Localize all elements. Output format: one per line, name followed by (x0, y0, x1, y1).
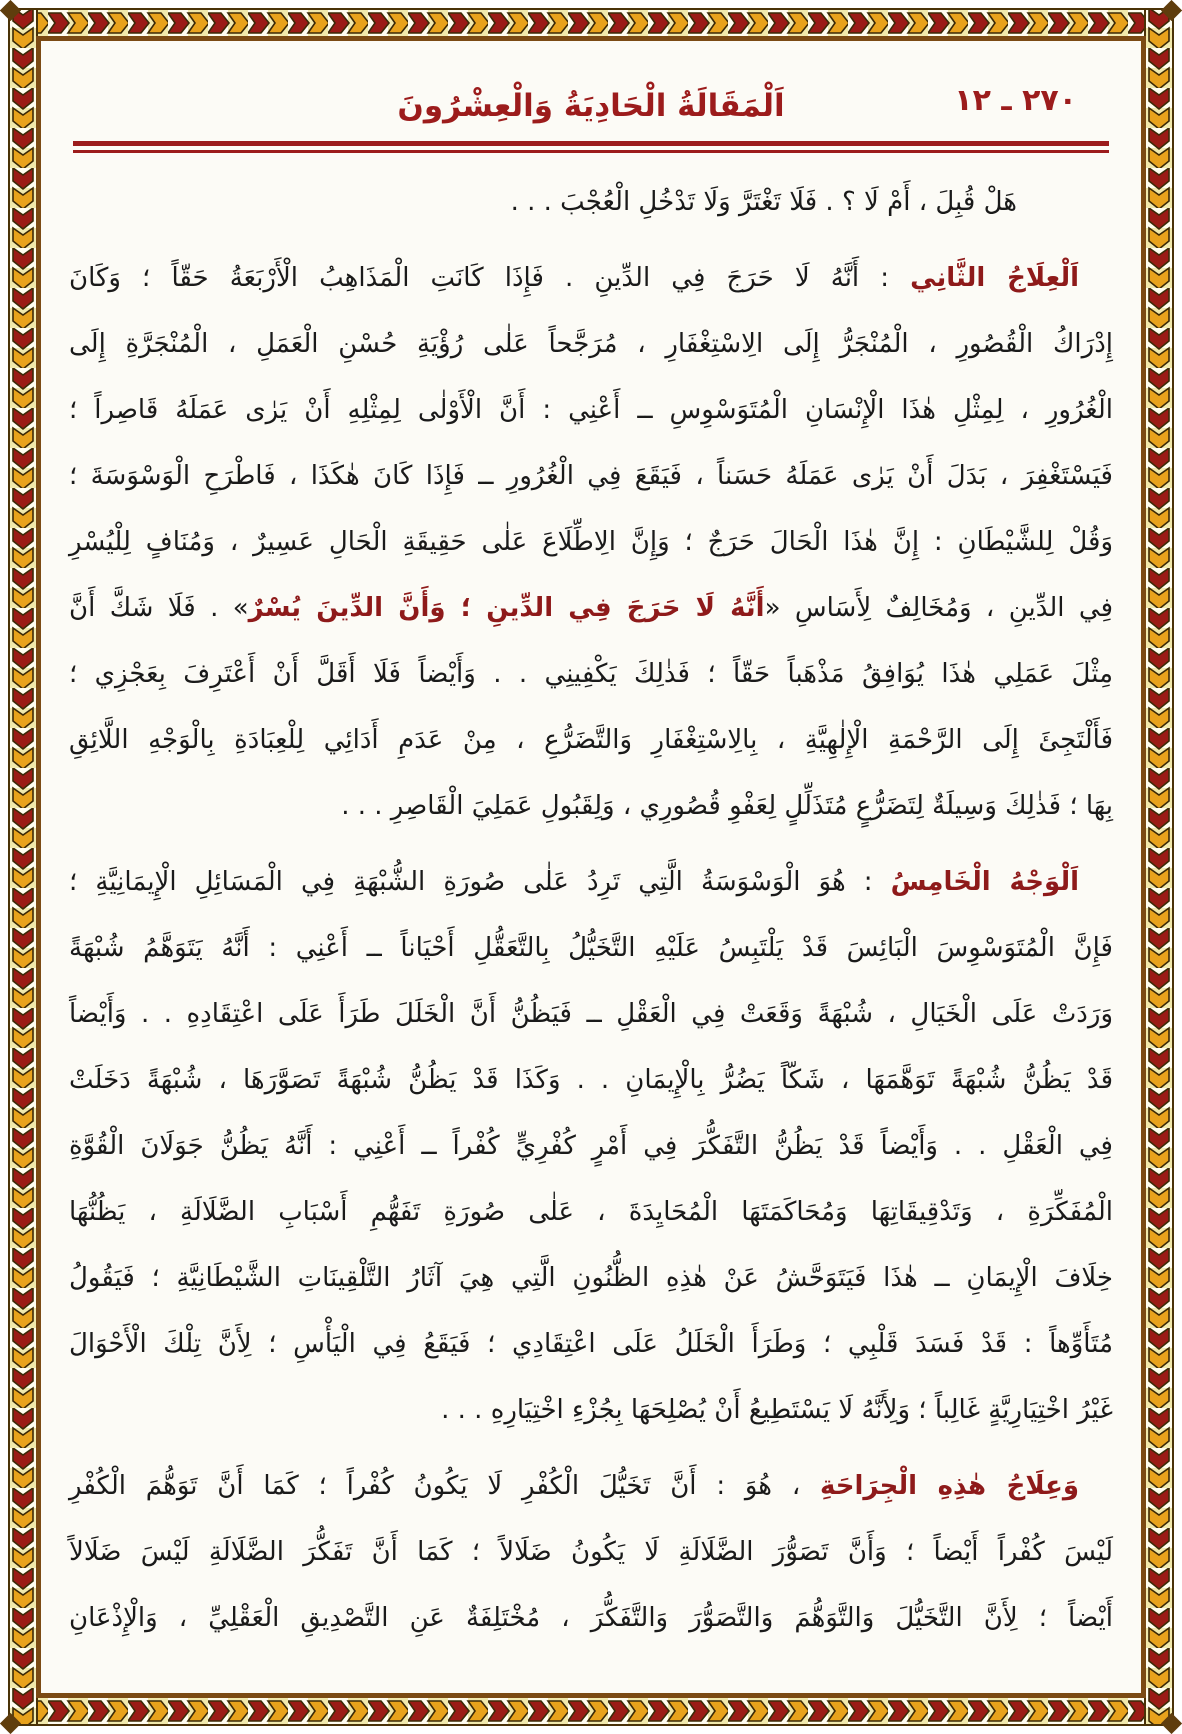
ornate-border-top (8, 8, 1174, 38)
body-text-segment: غَيْرُ اخْتِيَارِيَّةٍ غَالِباً ؛ وَلِأَنَّهُ لَا يَسْتَطِيعُ أَنْ يُصْلِحَهَا بِجُزْءِ اخْتِيَارِهِ . . . (441, 1395, 1113, 1425)
ornate-border-left (8, 8, 38, 1726)
page-title: اَلْمَقَالَةُ الْحَادِيَةُ وَالْعِشْرُونَ (397, 88, 785, 124)
body-text-segment: لَيْسَ كُفْراً أَيْضاً ؛ وَأَنَّ تَصَوُّرَ الضَّلَالَةِ لَا يَكُونُ ضَلَالاً ؛ كَمَا أَنَّ تَفَكُّرَ الضَّلَالَةِ لَيْسَ ضَلَالاً (69, 1537, 1113, 1567)
text-line (69, 1311, 1113, 1377)
text-line (69, 311, 1113, 377)
text-line (69, 641, 1113, 707)
page-content (41, 41, 1141, 1693)
text-line (69, 915, 1113, 981)
body-text-segment: : هُوَ الْوَسْوَسَةُ الَّتِي تَرِدُ عَلٰى صُورَةِ الشُّبْهَةِ فِي الْمَسَائِلِ الْإِيمَانِيَّةِ ؛ (69, 867, 891, 897)
text-line (69, 509, 1113, 575)
text-line (69, 981, 1113, 1047)
page-number: ٢٧٠ ـ ١٢ (954, 83, 1077, 118)
page-header (69, 77, 1113, 135)
second-remedy-paragraph (69, 245, 1113, 839)
body-text-segment: الْمُفَكِّرَةِ ، وَتَدْقِيقَاتِهَا وَمُحَاكَمَتَهَا الْمُحَايِدَةَ ، عَلٰى صُورَةِ تَفَهُّمِ أَسْبَابِ الضَّلَالَةِ ، يَظُنُّهَا (69, 1197, 1113, 1227)
body-text-segment: قَدْ يَظُنُّ شُبْهَةً تَوَهَّمَهَا ، شَكّاً يَضُرُّ بِالْإِيمَانِ . . وَكَذَا قَدْ يَظُنُّ شُبْهَةً تَصَوَّرَهَا ، شُبْهَةً دَخَلَتْ (69, 1065, 1113, 1095)
red-emphasis-text: وَعِلَاجُ هٰذِهِ الْجِرَاحَةِ (820, 1471, 1079, 1501)
text-line (69, 443, 1113, 509)
body-text-segment: فَيَسْتَغْفِرَ ، بَدَلَ أَنْ يَرٰى عَمَلَهُ حَسَناً ، فَيَقَعَ فِي الْغُرُورِ ــ فَإِذَا كَانَ هٰكَذَا ، فَاطْرَحِ الْوَسْوَسَةَ ؛ (69, 461, 1113, 491)
text-line (69, 1585, 1113, 1651)
body-text-segment: أَيْضاً ؛ لِأَنَّ التَّخَيُّلَ وَالتَّوَهُّمَ وَالتَّصَوُّرَ وَالتَّفَكُّرَ ، مُخْتَلِفَةٌ عَنِ التَّصْدِيقِ الْعَقْلِيِّ ، وَالْإِذْعَانِ (69, 1603, 1113, 1633)
text-line (69, 1179, 1113, 1245)
text-line (69, 1519, 1113, 1585)
body-text-segment: » . فَلَا شَكَّ أَنَّ (69, 593, 249, 623)
ornate-border-bottom (8, 1696, 1174, 1726)
body-text-segment: وَرَدَتْ عَلَى الْخَيَالِ ، شُبْهَةً وَقَعَتْ فِي الْعَقْلِ ــ فَيَظُنُّ أَنَّ الْخَلَلَ طَرَأَ عَلَى اعْتِقَادِهِ . . وَأَيْضاً (69, 999, 1113, 1029)
text-line (69, 169, 1113, 235)
text-line (69, 849, 1113, 915)
text-line (69, 575, 1113, 641)
body-text-segment: وَقُلْ لِلشَّيْطَانِ : إِنَّ هٰذَا الْحَالَ حَرَجٌ ؛ وَإِنَّ الِاطِّلَاعَ عَلٰى حَقِيقَةِ الْحَالِ عَسِيرٌ ، وَمُنَافٍ لِلْيُسْرِ (69, 527, 1113, 557)
body-text-segment: فِي الدِّينِ ، وَمُخَالِفٌ لِأَسَاسِ « (764, 593, 1114, 623)
remedy-of-wound-paragraph (69, 1453, 1113, 1651)
red-emphasis-text: أَنَّهُ لَا حَرَجَ فِي الدِّينِ ؛ وَأَنَّ الدِّينَ يُسْرٌ (248, 593, 765, 623)
body-text-segment: مِثْلَ عَمَلِي هٰذَا يُوَافِقُ مَذْهَباً حَقّاً ؛ فَذٰلِكَ يَكْفِينِي . . وَأَيْضاً فَلَا أَقَلَّ أَنْ أَعْتَرِفَ بِعَجْزِي ؛ (69, 659, 1113, 689)
text-line (69, 377, 1113, 443)
body-text-segment: إِدْرَاكُ الْقُصُورِ ، الْمُنْجَرُّ إِلَى الِاسْتِغْفَارِ ، مُرَجَّحاً عَلٰى رُؤْيَةِ حُسْنِ الْعَمَلِ ، الْمُنْجَرَّةِ إِلَى (69, 329, 1113, 359)
text-line (69, 1245, 1113, 1311)
body-text-segment: ، هُوَ : أَنَّ تَخَيُّلَ الْكُفْرِ لَا يَكُونُ كُفْراً ؛ كَمَا أَنَّ تَوَهُّمَ الْكُفْرِ (69, 1471, 821, 1501)
continuation-paragraph (69, 169, 1113, 235)
text-line (69, 707, 1113, 773)
red-emphasis-text: اَلْوَجْهُ الْخَامِسُ (890, 867, 1079, 897)
body-text (69, 169, 1113, 1651)
body-text-segment: فَأَلْتَجِئَ إِلَى الرَّحْمَةِ الْإِلٰهِيَّةِ ، بِالِاسْتِغْفَارِ وَالتَّضَرُّعِ ، مِنْ عَدَمِ أَدَائِي لِلْعِبَادَةِ بِالْوَجْهِ اللَّائِقِ (69, 725, 1113, 755)
body-text-segment: الْغُرُورِ ، لِمِثْلِ هٰذَا الْإِنْسَانِ الْمُتَوَسْوِسِ ــ أَعْنِي : أَنَّ الْأَوْلٰى لِمِثْلِهِ أَنْ يَرٰى عَمَلَهُ قَاصِراً ؛ (69, 395, 1113, 425)
header-divider (73, 141, 1109, 153)
body-text-segment: بِهَا ؛ فَذٰلِكَ وَسِيلَةٌ لِتَضَرُّعٍ مُتَذَلِّلٍ لِعَفْوِ قُصُورِي ، وَلِقَبُولِ عَمَلِيَ الْقَاصِرِ . . . (341, 791, 1113, 821)
text-line (69, 1453, 1113, 1519)
ornate-border-right (1144, 8, 1174, 1726)
red-emphasis-text: اَلْعِلَاجُ الثَّانِي (910, 263, 1080, 293)
fifth-aspect-paragraph (69, 849, 1113, 1443)
text-line (69, 1113, 1113, 1179)
body-text-segment: : أَنَّهُ لَا حَرَجَ فِي الدِّينِ . فَإِذَا كَانَتِ الْمَذَاهِبُ الْأَرْبَعَةُ حَقّاً ؛ وَكَانَ (69, 263, 911, 293)
text-line (69, 1047, 1113, 1113)
body-text-segment: مُتَأَوِّهاً : قَدْ فَسَدَ قَلْبِي ؛ وَطَرَأَ الْخَلَلُ عَلَى اعْتِقَادِي ؛ فَيَقَعُ فِي الْيَأْسِ ؛ لِأَنَّ تِلْكَ الْأَحْوَالَ (69, 1329, 1113, 1359)
text-line (69, 1377, 1113, 1443)
body-text-segment: فِي الْعَقْلِ . . وَأَيْضاً قَدْ يَظُنُّ التَّفَكُّرَ فِي أَمْرٍ كُفْرِيٍّ كُفْراً ــ أَعْنِي : أَنَّهُ يَظُنُّ جَوَلَانَ الْقُوَّةِ (69, 1131, 1113, 1161)
text-line (69, 773, 1113, 839)
text-line (69, 245, 1113, 311)
divider-thick-line (73, 141, 1109, 146)
divider-thin-line (73, 150, 1109, 153)
body-text-segment: فَإِنَّ الْمُتَوَسْوِسَ الْبَائِسَ قَدْ يَلْتَبِسُ عَلَيْهِ التَّخَيُّلُ بِالتَّعَقُّلِ أَحْيَاناً ــ أَعْنِي : أَنَّهُ يَتَوَهَّمُ شُبْهَةً (69, 933, 1113, 963)
body-text-segment: هَلْ قُبِلَ ، أَمْ لَا ؟ . فَلَا تَغْتَرَّ وَلَا تَدْخُلِ الْعُجْبَ . . . (510, 187, 1017, 217)
body-text-segment: خِلَافَ الْإِيمَانِ ــ هٰذَا فَيَتَوَحَّشُ عَنْ هٰذِهِ الظُّنُونِ الَّتِي هِيَ آثَارُ التَّلْقِينَاتِ الشَّيْطَانِيَّةِ ؛ فَيَقُولُ (69, 1263, 1113, 1293)
